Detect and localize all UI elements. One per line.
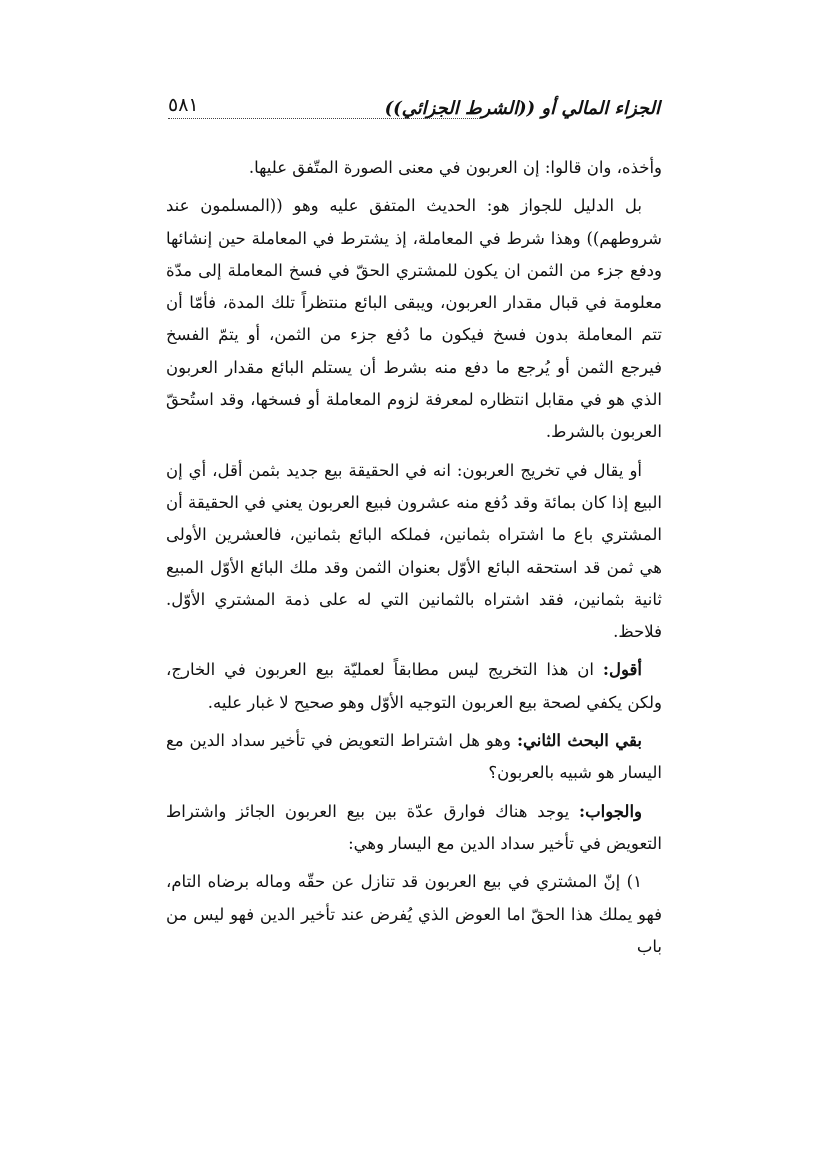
paragraph-5-text: وهو هل اشتراط التعويض في تأخير سداد الدين مع اليسار هو شبيه بالعربون؟ bbox=[166, 731, 662, 783]
page-number: ٥٨١ bbox=[168, 94, 199, 116]
body-text bbox=[166, 152, 662, 969]
paragraph-6-text: يوجد هناك فوارق عدّة بين بيع العربون الجائز واشتراط التعويض في تأخير سداد الدين مع اليسار وهي: bbox=[166, 801, 662, 853]
paragraph-7: ١) إنّ المشتري في بيع العربون قد تنازل عن حقّه وماله برضاه التام، فهو يملك هذا الحقّ اما العوض الذي يُفرض عند تأخير الدين فهو ليس من باب bbox=[166, 872, 662, 956]
paragraph-6 bbox=[166, 796, 662, 861]
paragraph-1: وأخذه، وان قالوا: إن العربون في معنى الصورة المتّفق عليها. bbox=[248, 158, 662, 177]
header-dotted-rule bbox=[168, 118, 480, 119]
paragraph-5 bbox=[166, 725, 662, 790]
paragraph-3: أو يقال في تخريج العربون: انه في الحقيقة بيع جديد بثمن أقل، أي إن البيع إذا كان بمائة وقد دُفع منه عشرون فبيع العربون يعني في الحقيقة أن المشتري باع ما اشتراه بثمانين، فملكه البائع بثمانين، فالعشرين الأولى هي ثمن قد استحقه البائع الأوّل بعنوان الثمن وقد ملك البائع الأوّل المبيع ثانية بثمانين، فقد اشتراه بالثمانين التي له على ذمة المشتري الأوّل. فلاحظ. bbox=[166, 460, 662, 642]
paragraph-4-lead: أقول: bbox=[602, 660, 642, 680]
paragraph-2: بل الدليل للجواز هو: الحديث المتفق عليه وهو ((المسلمون عند شروطهم)) وهذا شرط في المعاملة، إذ يشترط في المعاملة حين إنشائها ودفع جزء من الثمن ان يكون للمشتري الحقّ في فسخ المعاملة إلى مدّة معلومة في قبال مقدار العربون، ويبقى البائع منتظراً تلك المدة، فأمّا أن تتم المعاملة بدون فسخ فيكون ما دُفع جزء من الثمن، أو يتمّ الفسخ فيرجع الثمن أو يُرجع ما دفع منه بشرط أن يستلم البائع مقدار العربون الذي هو في مقابل انتظاره لمعرفة لزوم المعاملة أو فسخها، وقد استُحقّ العربون بالشرط. bbox=[166, 196, 662, 442]
paragraph-4 bbox=[166, 654, 662, 719]
paragraph-6-lead: والجواب: bbox=[579, 801, 642, 821]
paragraph-5-lead: بقي البحث الثاني: bbox=[516, 731, 642, 751]
page-header bbox=[168, 94, 660, 128]
running-title: الجزاء المالي أو ((الشرط الجزائي)) bbox=[384, 98, 660, 119]
paragraph-4-text: ان هذا التخريج ليس مطابقاً لعمليّة بيع العربون في الخارج، ولكن يكفي لصحة بيع العربون التوجيه الأوّل وهو صحيح لا غبار عليه. bbox=[166, 660, 662, 712]
